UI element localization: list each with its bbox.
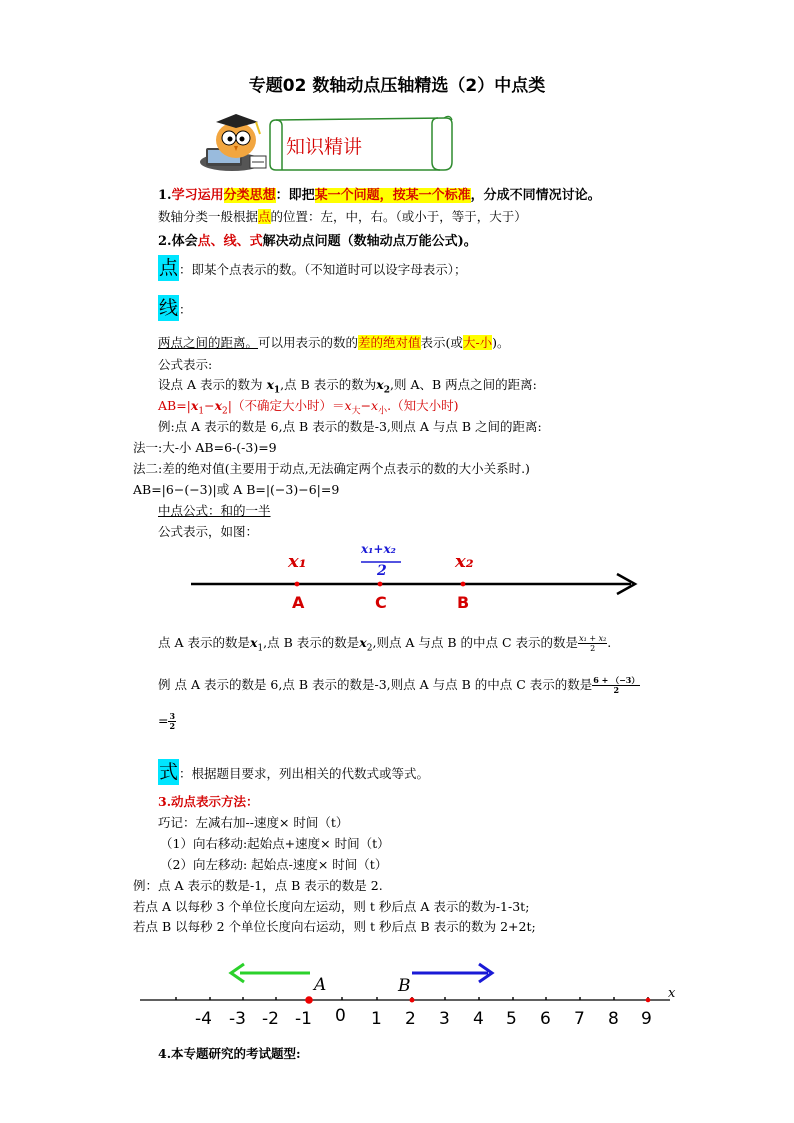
section-2: 2.体会点、线、式解决动点问题（数轴动点万能公式)。	[158, 234, 477, 249]
label-c: C	[375, 593, 387, 612]
page-title: 专题02 数轴动点压轴精选（2）中点类	[248, 76, 546, 96]
point-b-dot	[461, 582, 466, 587]
rule-right: （1）向右移动:起始点+速度× 时间（t）	[160, 836, 390, 851]
example-distance: 例:点 A 表示的数是 6,点 B 表示的数是-3,则点 A 与点 B 之间的距离:	[158, 419, 542, 434]
midpoint-denominator: 2	[377, 563, 387, 579]
midpoint-example-result: = $\frac{3}{2}$	[158, 711, 176, 731]
line-label: 线	[159, 297, 179, 319]
banner-title: 知识精讲	[286, 136, 363, 158]
midpoint-example: 例 点 A 表示的数是 6,点 B 表示的数是-3,则点 A 与点 B 的中点 C 表示的数是 $\frac{6 + (-3)}{2}$	[158, 675, 640, 695]
midpoint-number-line	[185, 540, 645, 615]
figure-label: 公式表示，如图：	[158, 524, 259, 539]
formula-label: 公式表示:	[158, 357, 213, 372]
label-b: B	[457, 593, 470, 612]
point-c-dot	[378, 582, 383, 587]
point-label: 点	[159, 257, 179, 279]
label-b: B	[398, 976, 411, 996]
midpoint-statement: 点 A 表示的数是$x_1$,点 B 表示的数是$x_2$,则点 A 与点 B 的中点 C 表示的数是 $\frac{\text{x₁ + x₂}}{2}$ .	[158, 634, 612, 654]
example-motion: 例：点 A 表示的数是-1，点 B 表示的数是 2.	[133, 878, 383, 893]
section-1-classification: 数轴分类一般根据点的位置：左，中，右。（或小于，等于，大于）	[158, 209, 527, 224]
rule-left: （2）向左移动: 起始点-速度× 时间（t）	[160, 857, 388, 872]
end-dot	[646, 998, 651, 1003]
method-two-formula: AB=|6−(−3)|或 A B=|(−3)−6|=9	[133, 482, 340, 497]
distance-definition: 两点之间的距离。可以用表示的数的差的绝对值表示(或大-小)。	[158, 335, 510, 350]
method-one: 法一:大-小 AB=6-(-3)=9	[133, 440, 277, 455]
ab-formula: $AB=|x_1-x_2|$（不确定大小时）$=x_大-x_小$.（知大小时)	[158, 398, 459, 417]
label-a: A	[314, 975, 327, 995]
owl-mascot-icon	[192, 112, 274, 174]
line-heading: 线：	[159, 297, 192, 319]
example-motion-a: 若点 A 以每秒 3 个单位长度向左运动，则 t 秒后点 A 表示的数为-1-3t;	[133, 899, 530, 914]
example-motion-b: 若点 B 以每秒 2 个单位长度向右运动，则 t 秒后点 B 表示的数为 2+2t;	[133, 919, 536, 934]
point-a-dot	[305, 996, 313, 1004]
section-4: 4.本专题研究的考试题型:	[158, 1046, 301, 1061]
x2-label: x₂	[455, 551, 474, 572]
section-3: 3.动点表示方法：	[158, 794, 259, 809]
point-a-dot	[295, 582, 300, 587]
label-a: A	[292, 593, 305, 612]
midpoint-numerator: x₁+x₂	[361, 542, 396, 556]
setting-line: 设点 A 表示的数为 $x_1$,点 B 表示的数为$x_2$,则 A、B 两点之间的距离:	[158, 377, 537, 396]
method-two: 法二:差的绝对值(主要用于动点,无法确定两个点表示的数的大小关系时.)	[133, 461, 530, 476]
x1-label: x₁	[288, 551, 307, 572]
midpoint-formula-label: 中点公式：和的一半	[158, 503, 271, 518]
expression-label: 式	[159, 761, 179, 783]
section-1: 1.学习运用分类思想：即把某一个问题，按某一个标准，分成不同情况讨论。	[158, 188, 601, 203]
expression-definition: 式：根据题目要求，列出相关的代数式或等式。	[159, 761, 430, 783]
point-definition: 点：即某个点表示的数。（不知道时可以设字母表示）；	[159, 257, 467, 279]
axis-variable-label: x	[668, 986, 676, 1001]
point-b-dot	[410, 998, 415, 1003]
mnemonic: 巧记：左减右加--速度× 时间（t）	[158, 815, 349, 830]
